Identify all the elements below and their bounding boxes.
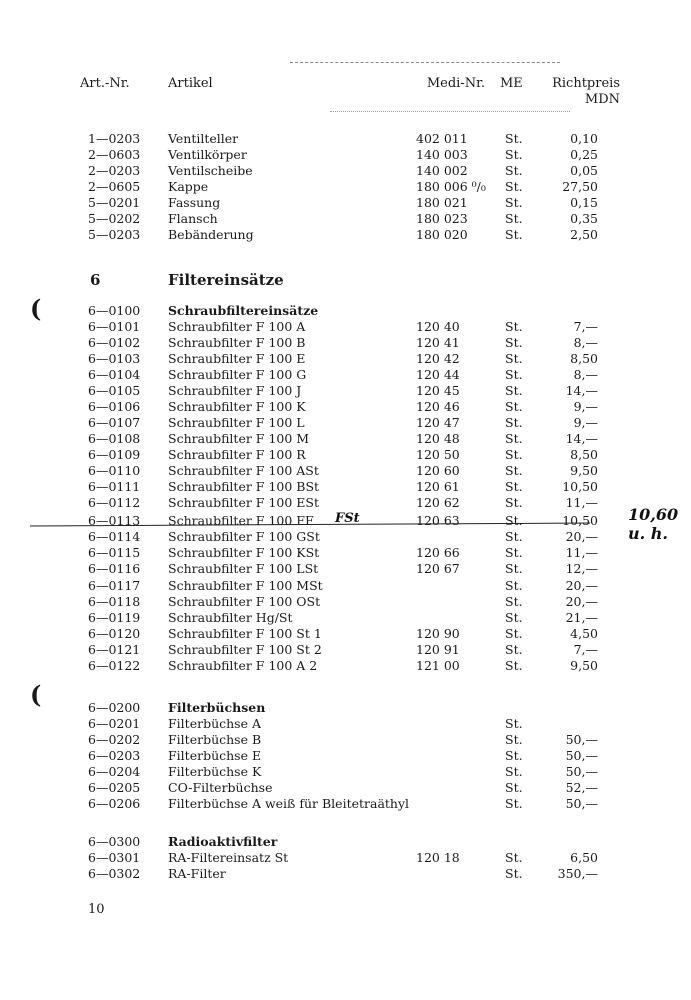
- article-name: Ventilkörper: [168, 147, 247, 162]
- unit: St.: [505, 227, 523, 242]
- unit: St.: [505, 195, 523, 210]
- price: 52,—: [565, 780, 598, 795]
- article-number: 6—0101: [88, 319, 141, 334]
- unit: St.: [505, 179, 523, 194]
- header-mdn-label: MDN: [584, 92, 620, 107]
- article-number: 6—0119: [88, 610, 141, 625]
- article-number: 6—0301: [88, 850, 141, 865]
- table-row: [0, 561, 691, 577]
- table-row: [0, 447, 691, 463]
- table-row: [0, 303, 691, 319]
- unit: St.: [505, 513, 523, 528]
- article-name: Schraubfilter F 100 FF: [168, 513, 314, 528]
- unit: St.: [505, 131, 523, 146]
- medi-number: 120 90: [416, 626, 460, 641]
- price: 20,—: [565, 594, 598, 609]
- article-number: 6—0204: [88, 764, 141, 779]
- unit: St.: [505, 716, 523, 731]
- article-name: Filterbüchsen: [168, 700, 266, 715]
- header-richtpreis: [540, 76, 620, 108]
- article-number: 6—0109: [88, 447, 141, 462]
- article-name: Schraubfilter F 100 KSt: [168, 545, 320, 560]
- article-name: Schraubfilter F 100 MSt: [168, 578, 323, 593]
- medi-number: 120 50: [416, 447, 460, 462]
- unit: St.: [505, 367, 523, 382]
- table-row: [0, 431, 691, 447]
- article-name: Schraubfilter F 100 ESt: [168, 495, 319, 510]
- table-row: [0, 399, 691, 415]
- unit: St.: [505, 319, 523, 334]
- unit: St.: [505, 626, 523, 641]
- price: 12,—: [565, 561, 598, 576]
- price: 11,—: [565, 495, 598, 510]
- price: 9,—: [573, 399, 598, 414]
- unit: St.: [505, 610, 523, 625]
- article-number: 1—0203: [88, 131, 141, 146]
- handwritten-note-fst: FSt: [335, 511, 360, 526]
- price: 11,—: [565, 545, 598, 560]
- article-number: 6—0108: [88, 431, 141, 446]
- medi-number: 120 18: [416, 850, 460, 865]
- medi-number: 120 91: [416, 642, 460, 657]
- unit: St.: [505, 399, 523, 414]
- article-name: Bebänderung: [168, 227, 254, 242]
- medi-number: 180 021: [416, 195, 468, 210]
- article-number: 6—0104: [88, 367, 141, 382]
- price: 10,50: [562, 513, 598, 528]
- table-row: [0, 700, 691, 716]
- unit: St.: [505, 594, 523, 609]
- margin-bracket-mark: (: [30, 680, 42, 709]
- article-name: Schraubfilter F 100 GSt: [168, 529, 320, 544]
- unit: St.: [505, 529, 523, 544]
- article-number: 6—0103: [88, 351, 141, 366]
- price: 21,—: [565, 610, 598, 625]
- medi-number: 120 66: [416, 545, 460, 560]
- article-name: Filterbüchse B: [168, 732, 262, 747]
- article-number: 6—0201: [88, 716, 141, 731]
- medi-number: 120 40: [416, 319, 460, 334]
- price: 4,50: [570, 626, 598, 641]
- article-name: Schraubfilter F 100 BSt: [168, 479, 320, 494]
- price: 20,—: [565, 529, 598, 544]
- medi-number: 120 41: [416, 335, 460, 350]
- unit: St.: [505, 495, 523, 510]
- price: 20,—: [565, 578, 598, 593]
- medi-number: 120 63: [416, 513, 460, 528]
- article-number: 6—0120: [88, 626, 141, 641]
- article-number: 2—0605: [88, 179, 141, 194]
- table-row: [0, 796, 691, 812]
- margin-bracket-mark: (: [30, 294, 42, 323]
- article-name: Ventilteller: [168, 131, 239, 146]
- table-row: [0, 147, 691, 163]
- medi-number: 120 48: [416, 431, 460, 446]
- medi-number: 120 46: [416, 399, 460, 414]
- article-name: Schraubfilter F 100 St 1: [168, 626, 322, 641]
- header-richtpreis-label: Richtpreis: [552, 76, 620, 91]
- medi-number: 120 62: [416, 495, 460, 510]
- price: 50,—: [565, 796, 598, 811]
- article-name: Schraubfilter F 100 R: [168, 447, 306, 462]
- table-row: [0, 351, 691, 367]
- article-number: 6—0302: [88, 866, 141, 881]
- medi-number: 120 61: [416, 479, 460, 494]
- medi-number: 120 44: [416, 367, 460, 382]
- unit: St.: [505, 479, 523, 494]
- price: 0,05: [570, 163, 598, 178]
- article-name: Schraubfilter Hg/St: [168, 610, 293, 625]
- table-row: [0, 716, 691, 732]
- table-row: [0, 415, 691, 431]
- table-row: [0, 195, 691, 211]
- article-number: 6—0122: [88, 658, 141, 673]
- header-art-nr: Art.-Nr.: [80, 76, 130, 91]
- header-rule: [330, 111, 570, 112]
- article-name: Schraubfilter F 100 ASt: [168, 463, 319, 478]
- article-number: 5—0203: [88, 227, 141, 242]
- unit: St.: [505, 850, 523, 865]
- table-row: [0, 319, 691, 335]
- table-row: [0, 545, 691, 561]
- medi-number: 180 023: [416, 211, 468, 226]
- medi-number: 120 45: [416, 383, 460, 398]
- unit: St.: [505, 764, 523, 779]
- price: 50,—: [565, 732, 598, 747]
- article-number: 6—0115: [88, 545, 141, 560]
- article-name: CO-Filterbüchse: [168, 780, 273, 795]
- price: 9,50: [570, 658, 598, 673]
- unit: St.: [505, 796, 523, 811]
- article-number: 6—0111: [88, 479, 141, 494]
- article-number: 6—0116: [88, 561, 141, 576]
- page-number: 10: [88, 902, 105, 917]
- article-number: 5—0201: [88, 195, 141, 210]
- article-number: 6—0106: [88, 399, 141, 414]
- price: 8,50: [570, 447, 598, 462]
- table-row: [0, 866, 691, 882]
- price: 0,15: [570, 195, 598, 210]
- unit: St.: [505, 163, 523, 178]
- price: 7,—: [573, 319, 598, 334]
- article-name: Filterbüchse A weiß für Bleitetraäthyl: [168, 796, 410, 811]
- unit: St.: [505, 447, 523, 462]
- table-row: [0, 367, 691, 383]
- article-name: Fassung: [168, 195, 221, 210]
- article-number: 6—0105: [88, 383, 141, 398]
- handwritten-note-price: 10,60 u. h.: [628, 505, 679, 543]
- unit: St.: [505, 211, 523, 226]
- article-number: 6—0203: [88, 748, 141, 763]
- price: 14,—: [565, 383, 598, 398]
- unit: St.: [505, 335, 523, 350]
- unit: St.: [505, 545, 523, 560]
- price: 6,50: [570, 850, 598, 865]
- article-number: 5—0202: [88, 211, 141, 226]
- unit: St.: [505, 561, 523, 576]
- table-row: [0, 748, 691, 764]
- unit: St.: [505, 351, 523, 366]
- article-number: 6—0107: [88, 415, 141, 430]
- article-name: Schraubfilter F 100 LSt: [168, 561, 319, 576]
- article-name: Ventilscheibe: [168, 163, 253, 178]
- unit: St.: [505, 866, 523, 881]
- price: 10,50: [562, 479, 598, 494]
- article-name: Schraubfilter F 100 St 2: [168, 642, 322, 657]
- table-row: [0, 335, 691, 351]
- article-name: Schraubfilter F 100 B: [168, 335, 306, 350]
- table-row: [0, 495, 691, 511]
- article-name: Schraubfilter F 100 OSt: [168, 594, 321, 609]
- article-name: Schraubfilter F 100 J: [168, 383, 302, 398]
- article-number: 6—0100: [88, 303, 141, 318]
- unit: St.: [505, 383, 523, 398]
- section-number: 6: [90, 271, 101, 289]
- price: 8,50: [570, 351, 598, 366]
- table-row: [0, 179, 691, 195]
- price: 9,—: [573, 415, 598, 430]
- table-row: [0, 850, 691, 866]
- medi-number: 180 020: [416, 227, 468, 242]
- unit: St.: [505, 780, 523, 795]
- unit: St.: [505, 748, 523, 763]
- article-number: 6—0300: [88, 834, 141, 849]
- article-number: 6—0117: [88, 578, 141, 593]
- article-number: 6—0112: [88, 495, 141, 510]
- price: 0,10: [570, 131, 598, 146]
- table-row: [0, 131, 691, 147]
- price: 7,—: [573, 642, 598, 657]
- article-name: Schraubfilter F 100 A: [168, 319, 306, 334]
- medi-number: 402 011: [416, 131, 468, 146]
- table-row: [0, 463, 691, 479]
- price: 8,—: [573, 335, 598, 350]
- article-name: Schraubfilter F 100 K: [168, 399, 306, 414]
- article-number: 2—0203: [88, 163, 141, 178]
- price: 50,—: [565, 748, 598, 763]
- price: 14,—: [565, 431, 598, 446]
- table-row: [0, 211, 691, 227]
- table-row: [0, 642, 691, 658]
- article-name: Schraubfilter F 100 E: [168, 351, 306, 366]
- price: 27,50: [562, 179, 598, 194]
- table-row: [0, 780, 691, 796]
- article-name: Flansch: [168, 211, 218, 226]
- article-number: 6—0110: [88, 463, 141, 478]
- article-number: 6—0118: [88, 594, 141, 609]
- article-name: Schraubfilter F 100 A 2: [168, 658, 318, 673]
- article-number: 6—0202: [88, 732, 141, 747]
- price: 350,—: [557, 866, 598, 881]
- medi-number: 180 006 ⁰/₀: [416, 179, 486, 194]
- table-row: [0, 383, 691, 399]
- article-number: 6—0200: [88, 700, 141, 715]
- table-row: [0, 610, 691, 626]
- medi-number: 120 60: [416, 463, 460, 478]
- unit: St.: [505, 147, 523, 162]
- section-title: Filtereinsätze: [168, 271, 284, 289]
- table-row: [0, 764, 691, 780]
- unit: St.: [505, 578, 523, 593]
- medi-number: 120 47: [416, 415, 460, 430]
- article-number: 6—0121: [88, 642, 141, 657]
- article-name: Filterbüchse K: [168, 764, 262, 779]
- article-number: 6—0114: [88, 529, 141, 544]
- table-row: [0, 732, 691, 748]
- price: 9,50: [570, 463, 598, 478]
- price: 0,35: [570, 211, 598, 226]
- article-number: 2—0603: [88, 147, 141, 162]
- article-number: 6—0205: [88, 780, 141, 795]
- article-name: Radioaktivfilter: [168, 834, 278, 849]
- price: 2,50: [570, 227, 598, 242]
- article-number: 6—0206: [88, 796, 141, 811]
- article-name: Kappe: [168, 179, 209, 194]
- table-row: [0, 227, 691, 243]
- article-number: 6—0102: [88, 335, 141, 350]
- header-artikel: Artikel: [168, 76, 213, 91]
- price: 0,25: [570, 147, 598, 162]
- table-row: [0, 626, 691, 642]
- article-name: RA-Filter: [168, 866, 226, 881]
- header-me: ME: [500, 76, 523, 91]
- medi-number: 121 00: [416, 658, 460, 673]
- table-row: [0, 658, 691, 674]
- table-row: [0, 834, 691, 850]
- article-number: 6—0113: [88, 513, 141, 528]
- medi-number: 140 002: [416, 163, 468, 178]
- article-name: Filterbüchse A: [168, 716, 261, 731]
- header-medi-nr: Medi-Nr.: [426, 76, 485, 91]
- price: 50,—: [565, 764, 598, 779]
- top-rule: [290, 62, 560, 63]
- table-row: [0, 479, 691, 495]
- section-heading: [0, 270, 691, 290]
- unit: St.: [505, 642, 523, 657]
- unit: St.: [505, 463, 523, 478]
- table-row: [0, 163, 691, 179]
- unit: St.: [505, 415, 523, 430]
- medi-number: 140 003: [416, 147, 468, 162]
- table-row: [0, 594, 691, 610]
- unit: St.: [505, 658, 523, 673]
- table-row: [0, 529, 691, 545]
- article-name: RA-Filtereinsatz St: [168, 850, 289, 865]
- price: 8,—: [573, 367, 598, 382]
- article-name: Schraubfilter F 100 L: [168, 415, 305, 430]
- unit: St.: [505, 431, 523, 446]
- article-name: Schraubfilter F 100 M: [168, 431, 310, 446]
- article-name: Schraubfilter F 100 G: [168, 367, 307, 382]
- table-row: [0, 578, 691, 594]
- unit: St.: [505, 732, 523, 747]
- medi-number: 120 42: [416, 351, 460, 366]
- article-name: Schraubfiltereinsätze: [168, 303, 319, 318]
- medi-number: 120 67: [416, 561, 460, 576]
- article-name: Filterbüchse E: [168, 748, 262, 763]
